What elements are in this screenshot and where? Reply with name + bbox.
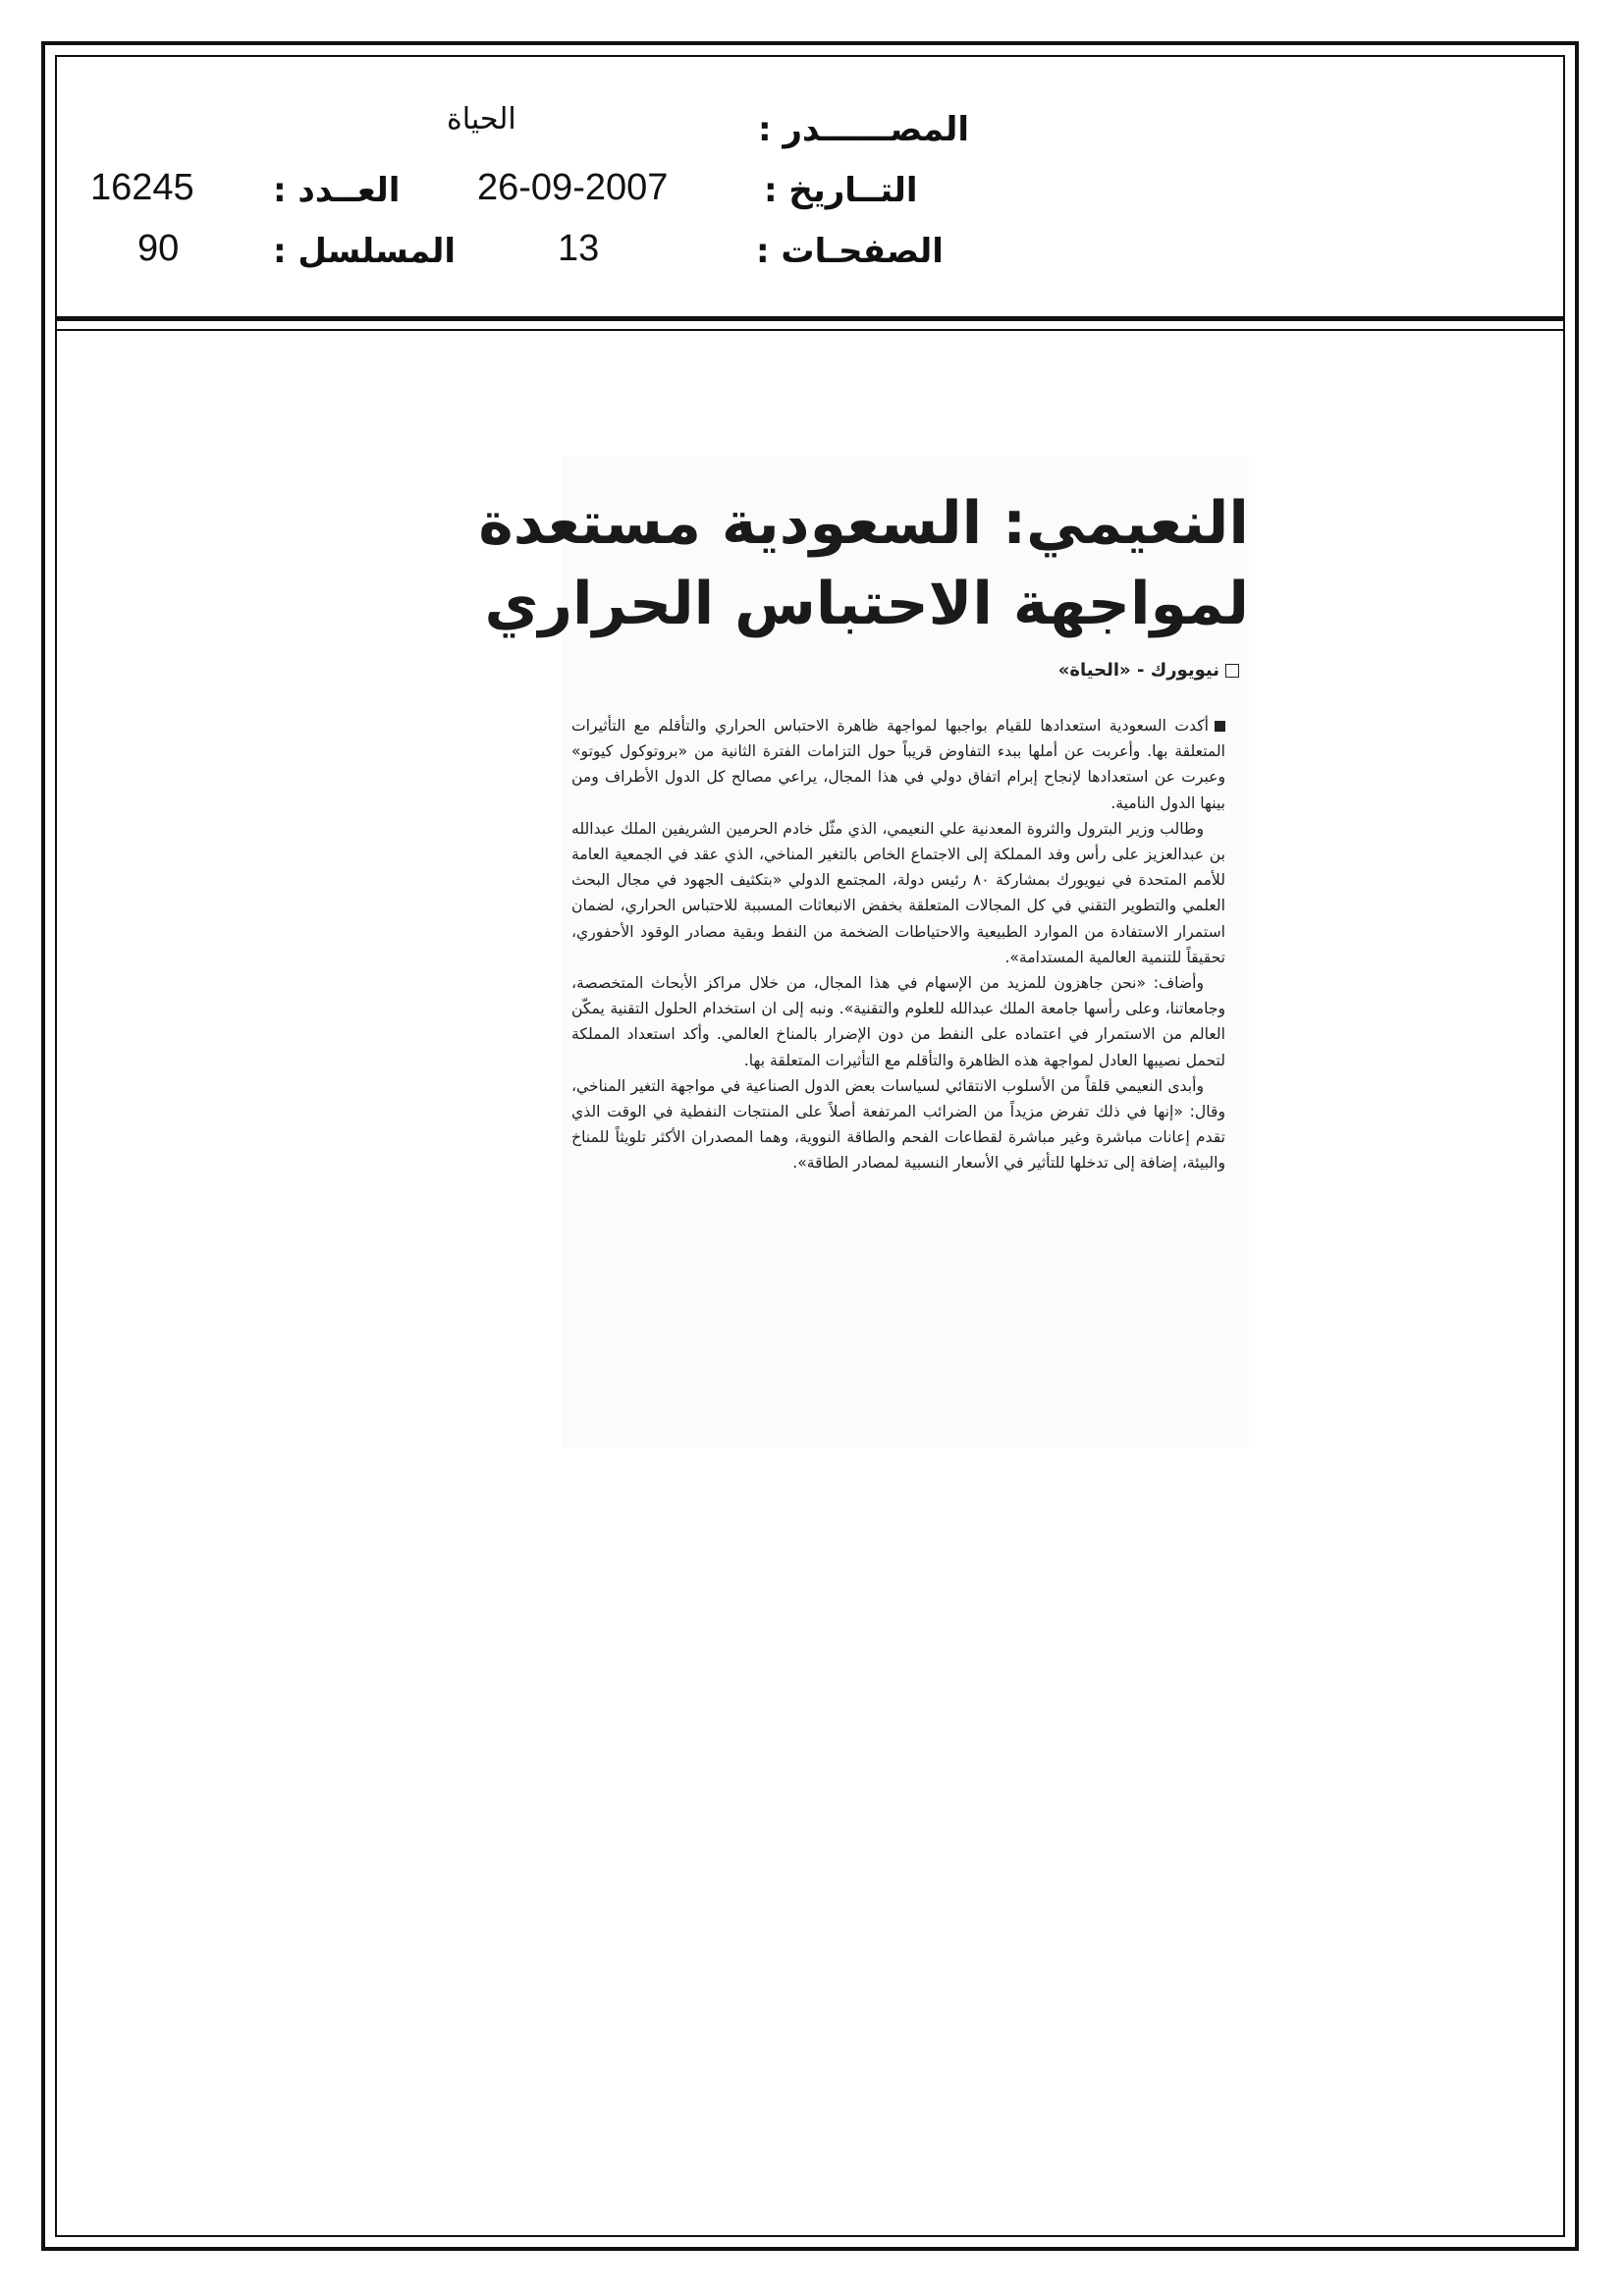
article-body <box>571 713 1225 1176</box>
issue-label: العــدد : <box>273 171 401 210</box>
serial-value: 90 <box>137 228 180 269</box>
article-dateline <box>1058 660 1239 681</box>
pages-label: الصفحـات : <box>756 232 944 271</box>
square-icon <box>1225 664 1239 678</box>
header-divider <box>55 316 1565 321</box>
pages-value: 13 <box>558 228 600 269</box>
newspaper-clipping <box>478 456 1249 1448</box>
source-value: الحياة <box>447 102 516 137</box>
issue-value: 16245 <box>90 167 194 208</box>
dateline-text: نيويورك - «الحياة» <box>1057 660 1219 681</box>
article-paragraph: وأبدى النعيمي قلقاً من الأسلوب الانتقائي لسياسات بعض الدول الصناعية في مواجهة التغير المناخي، وقال: «إنها في ذلك تفرض مزيداً من الضرائب المرتفعة أصلاً على المنتجات النفطية في الوقت الذي تقدم إعانات مباشرة وغير مباشرة لقطاعات الفحم والطاقة النووية، وهما المصدران الأكثر تلويثاً للمناخ والبيئة، إضافة إلى تدخلها للتأثير في الأسعار النسبية لمصادر الطاقة». <box>571 1076 1225 1173</box>
source-label: المصــــــدر : <box>758 110 970 149</box>
article-paragraph: وأضاف: «نحن جاهزون للمزيد من الإسهام في هذا المجال، من خلال مراكز الأبحاث المتخصصة، وجامعاتنا، وعلى رأسها جامعة الملك عبدالله للعلوم والتقنية». ونبه إلى ان استخدام الحلول التقنية يمكّن العالم من الاستمرار في اعتماده على النفط من دون الإضرار بالمناخ العالمي. وأكد استعداد المملكة لتحمل نصيبها العادل لمواجهة هذه الظاهرة والتأقلم مع التأثيرات المتعلقة بها. <box>571 974 1225 1069</box>
article-title-line-1: النعيمي: السعودية مستعدة <box>478 489 1249 558</box>
date-label: التــاريخ : <box>764 171 918 210</box>
date-value: 26-09-2007 <box>477 167 669 208</box>
serial-label: المسلسل : <box>273 232 457 271</box>
header-divider-thin <box>55 329 1565 331</box>
article-title-line-2: لمواجهة الاحتباس الحراري <box>484 570 1249 638</box>
article-paragraph-text: أكدت السعودية استعدادها للقيام بواجبها لمواجهة ظاهرة الاحتباس الحراري والتأقلم مع التأثيرات المتعلقة بها. وأعربت عن أملها ببدء التفاوض قريباً حول التزامات الفترة الثانية من «بروتوكول كيوتو» وعبرت عن استعدادها لإنجاح إبرام اتفاق دولي في هذا المجال، يراعي مصالح كل الدول الأطراف ومن بينها الدول النامية. <box>571 717 1225 812</box>
article-paragraph: وطالب وزير البترول والثروة المعدنية علي النعيمي، الذي مثّل خادم الحرمين الشريفين الملك عبدالله بن عبدالعزيز على رأس وفد المملكة إلى الاجتماع الخاص بالتغير المناخي، الذي عقد في الجمعية العامة للأمم المتحدة في نيويورك بمشاركة ٨٠ رئيس دولة، المجتمع الدولي «بتكثيف الجهود في مجال البحث العلمي والتطوير التقني في كل المجالات المتعلقة بخفض الانبعاثات المسببة للاحتباس الحراري، لضمان استمرار الاستفادة من الموارد الطبيعية والاحتياطات الضخمة من النفط وبقية مصادر الوقود الأحفوري، تحقيقاً للتنمية العالمية المستدامة». <box>571 819 1225 966</box>
bullet-square-icon <box>1215 721 1225 732</box>
article-paragraph <box>571 713 1225 816</box>
